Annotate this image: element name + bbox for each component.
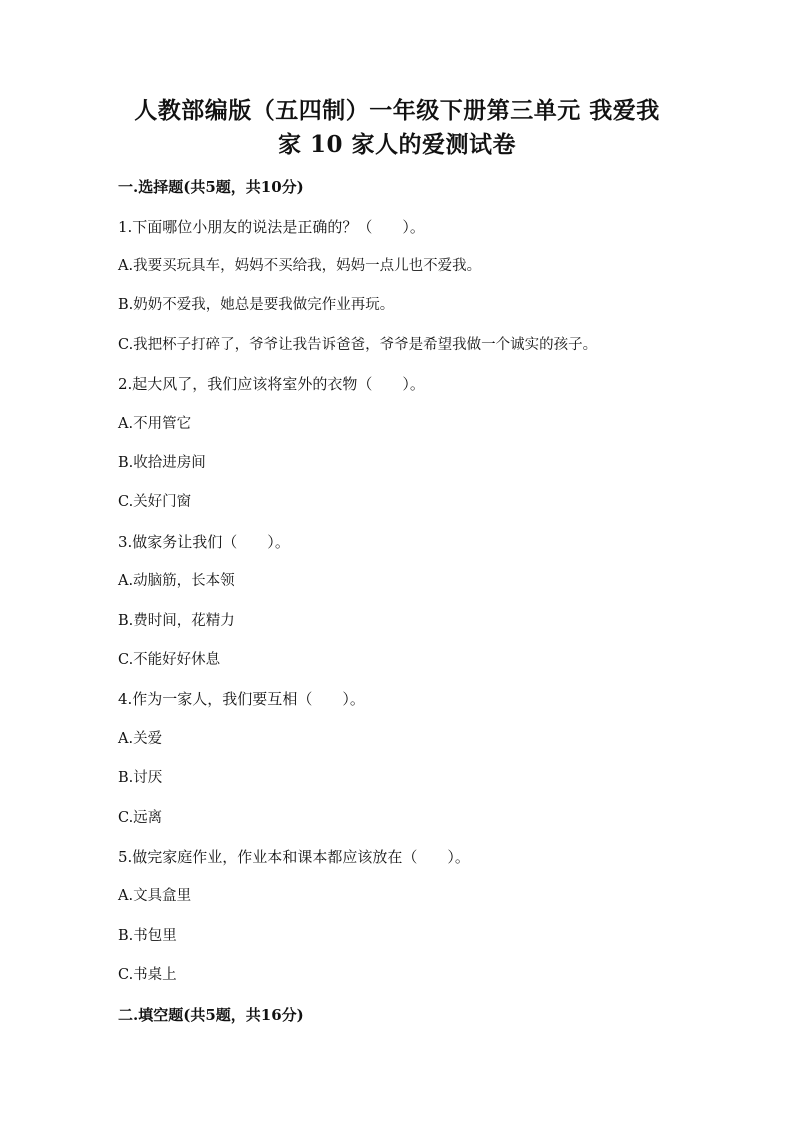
question-5-option-b: B.书包里 <box>118 928 177 944</box>
question-1-stem: 1.下面哪位小朋友的说法是正确的？（ ）。 <box>118 218 425 236</box>
question-5-stem: 5.做完家庭作业，作业本和课本都应该放在（ ）。 <box>118 848 470 866</box>
question-3-option-a: A.动脑筋，长本领 <box>118 573 235 589</box>
section-heading-fill: 二.填空题(共5题，共16分) <box>118 1006 304 1024</box>
page-title <box>100 94 694 162</box>
question-4-stem: 4.作为一家人，我们要互相（ ）。 <box>118 690 365 708</box>
question-1-option-a: A.我要买玩具车，妈妈不买给我，妈妈一点儿也不爱我。 <box>118 258 482 274</box>
question-2-option-b: B.收拾进房间 <box>118 455 206 471</box>
question-3-stem: 3.做家务让我们（ ）。 <box>118 533 290 551</box>
title-line-2: 家 10 家人的爱测试卷 <box>277 131 517 158</box>
question-1-option-c: C.我把杯子打碎了，爷爷让我告诉爸爸，爷爷是希望我做一个诚实的孩子。 <box>118 337 598 353</box>
question-4-option-b: B.讨厌 <box>118 770 163 786</box>
title-line-1: 人教部编版（五四制）一年级下册第三单元 我爱我 <box>134 97 660 124</box>
question-1-option-b: B.奶奶不爱我，她总是要我做完作业再玩。 <box>118 297 395 313</box>
question-4-option-a: A.关爱 <box>118 731 163 747</box>
section-heading-choice: 一.选择题(共5题，共10分) <box>118 178 304 196</box>
question-2-option-c: C.关好门窗 <box>118 494 192 510</box>
question-2-option-a: A.不用管它 <box>118 416 192 432</box>
question-3-option-c: C.不能好好休息 <box>118 652 221 668</box>
question-3-option-b: B.费时间，花精力 <box>118 613 235 629</box>
question-4-option-c: C.远离 <box>118 810 163 826</box>
question-5-option-c: C.书桌上 <box>118 967 177 983</box>
question-5-option-a: A.文具盒里 <box>118 888 192 904</box>
question-2-stem: 2.起大风了，我们应该将室外的衣物（ ）。 <box>118 375 425 393</box>
